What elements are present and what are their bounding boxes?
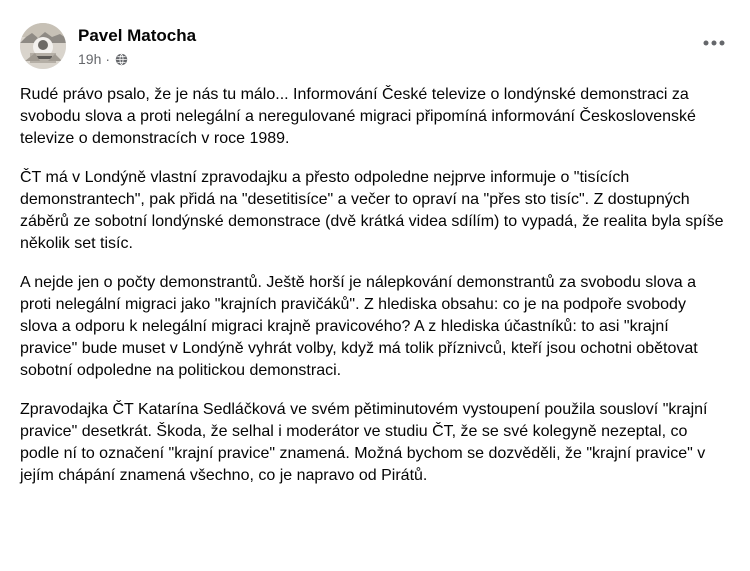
post-subline: [78, 51, 196, 67]
post-paragraph: Zpravodajka ČT Katarína Sedláčková ve svém pětiminutovém vystoupení použila sousloví "krajní pravice" desetkrát. Škoda, že selhal i moderátor ve studiu ČT, že se své kolegyně nezeptal, co podle ní to označení "krajní pravice" znamená. Možná bychom se dozvěděli, že "krajní pravice" v jejím chápání znamená všechno, co je napravo od Pirátů.: [20, 401, 708, 484]
post-paragraph: ČT má v Londýně vlastní zpravodajku a přesto odpoledne nejprve informuje o "tisících demonstrantech", pak přidá na "desetitisíce" a večer to opraví na "přes sto tisíc". Z dostupných záběrů ze sobotní londýnské demonstrace (dvě krátká videa sdílím) to vypadá, že realita byla spíše několik set tisíc.: [20, 169, 724, 252]
avatar[interactable]: [20, 23, 66, 69]
separator-dot: ·: [105, 51, 111, 67]
avatar-image: [20, 23, 66, 69]
globe-icon[interactable]: [115, 53, 128, 66]
post-paragraph: Rudé právo psalo, že je nás tu málo... Informování České televize o londýnské demonstraci za svobodu slova a proti nelegální a neregulované migraci připomíná informování Československé televize o demonstracích v roce 1989.: [20, 86, 696, 147]
more-options-icon: [703, 40, 725, 46]
post-timestamp[interactable]: 19h: [78, 51, 102, 67]
more-options-button[interactable]: [700, 31, 728, 55]
post-header: [20, 20, 196, 72]
author-name[interactable]: Pavel Matocha: [78, 26, 197, 45]
post-paragraph: A nejde jen o počty demonstrantů. Ještě horší je nálepkování demonstrantů za svobodu slova a proti nelegální migraci jako "krajních pravičáků". Z hlediska obsahu: co je na podpoře svobody slova a odporu k nelegální migraci krajně pravicového? A z hlediska účastníků: to asi "krajní pravice" bude muset v Londýně vyhrát volby, když má tolik příznivců, kteří jsou ochotni obětovat sobotní odpoledne na politickou demonstraci.: [20, 274, 698, 379]
post-body: [20, 84, 725, 504]
post-meta: [78, 25, 196, 67]
